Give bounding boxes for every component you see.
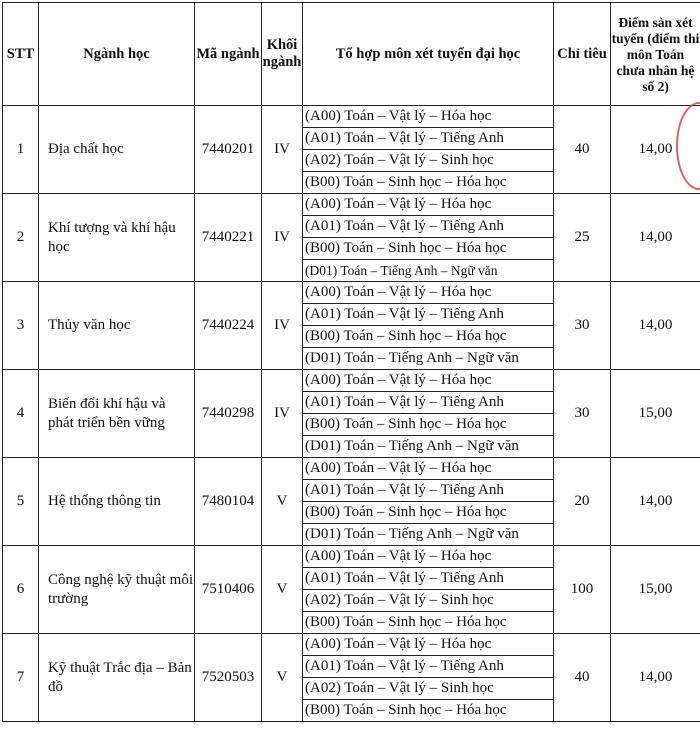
score-value: 15,00 [611, 370, 700, 458]
row-stt: 6 [3, 546, 39, 634]
subject-combo: (A01) Toán – Vật lý – Tiếng Anh [303, 656, 554, 678]
major-name: Công nghệ kỹ thuật môi trường [39, 546, 195, 634]
quota-value: 25 [554, 194, 611, 282]
quota-value: 40 [554, 634, 611, 722]
subject-combo: (B00) Toán – Sinh học – Hóa học [303, 612, 554, 634]
subject-combo: (B00) Toán – Sinh học – Hóa học [303, 502, 554, 524]
table-row [3, 458, 700, 480]
quota-value: 100 [554, 546, 611, 634]
major-name: Hệ thống thông tin [39, 458, 195, 546]
header-score: Điểm sàn xét tuyển (điểm thi môn Toán chưa nhân hệ số 2) [611, 3, 700, 106]
major-block: V [262, 458, 303, 546]
table-row [3, 282, 700, 304]
major-code: 7440298 [195, 370, 262, 458]
major-code: 7440221 [195, 194, 262, 282]
row-stt: 3 [3, 282, 39, 370]
subject-combo: (A00) Toán – Vật lý – Hóa học [303, 194, 554, 216]
header-block: Khối ngành [262, 3, 303, 106]
row-stt: 5 [3, 458, 39, 546]
major-block: IV [262, 282, 303, 370]
major-name: Thủy văn học [39, 282, 195, 370]
subject-combo: (A01) Toán – Vật lý – Tiếng Anh [303, 568, 554, 590]
major-name: Khí tượng và khí hậu học [39, 194, 195, 282]
subject-combo: (A02) Toán – Vật lý – Sinh học [303, 590, 554, 612]
major-block: IV [262, 194, 303, 282]
quota-value: 20 [554, 458, 611, 546]
major-block: IV [262, 370, 303, 458]
score-value: 14,00 [611, 194, 700, 282]
header-combos: Tổ hợp môn xét tuyển đại học [303, 3, 554, 106]
score-value: 14,00 [611, 282, 700, 370]
major-code: 7440201 [195, 106, 262, 194]
subject-combo: (A01) Toán – Vật lý – Tiếng Anh [303, 480, 554, 502]
subject-combo: (A00) Toán – Vật lý – Hóa học [303, 106, 554, 128]
row-stt: 1 [3, 106, 39, 194]
major-code: 7510406 [195, 546, 262, 634]
score-value: 14,00 [611, 106, 700, 194]
subject-combo: (B00) Toán – Sinh học – Hóa học [303, 326, 554, 348]
subject-combo: (A01) Toán – Vật lý – Tiếng Anh [303, 304, 554, 326]
subject-combo: (D01) Toán – Tiếng Anh – Ngữ văn [303, 260, 554, 282]
quota-value: 30 [554, 282, 611, 370]
major-name: Kỹ thuật Trắc địa – Bản đồ [39, 634, 195, 722]
subject-combo: (B00) Toán – Sinh học – Hóa học [303, 238, 554, 260]
subject-combo: (A00) Toán – Vật lý – Hóa học [303, 634, 554, 656]
subject-combo: (A01) Toán – Vật lý – Tiếng Anh [303, 216, 554, 238]
major-code: 7520503 [195, 634, 262, 722]
quota-value: 30 [554, 370, 611, 458]
subject-combo: (A00) Toán – Vật lý – Hóa học [303, 370, 554, 392]
major-code: 7440224 [195, 282, 262, 370]
subject-combo: (A02) Toán – Vật lý – Sinh học [303, 150, 554, 172]
subject-combo: (A00) Toán – Vật lý – Hóa học [303, 458, 554, 480]
row-stt: 2 [3, 194, 39, 282]
major-block: IV [262, 106, 303, 194]
subject-combo: (A01) Toán – Vật lý – Tiếng Anh [303, 128, 554, 150]
subject-combo: (D01) Toán – Tiếng Anh – Ngữ văn [303, 436, 554, 458]
subject-combo: (A02) Toán – Vật lý – Sinh học [303, 678, 554, 700]
major-block: V [262, 634, 303, 722]
header-stt: STT [3, 3, 39, 106]
row-stt: 7 [3, 634, 39, 722]
subject-combo: (B00) Toán – Sinh học – Hóa học [303, 700, 554, 722]
subject-combo: (B00) Toán – Sinh học – Hóa học [303, 172, 554, 194]
score-value: 14,00 [611, 634, 700, 722]
row-stt: 4 [3, 370, 39, 458]
table-body [3, 106, 700, 722]
admission-table [2, 2, 700, 722]
major-block: V [262, 546, 303, 634]
header-code: Mã ngành [195, 3, 262, 106]
subject-combo: (A00) Toán – Vật lý – Hóa học [303, 282, 554, 304]
score-value: 14,00 [611, 458, 700, 546]
quota-value: 40 [554, 106, 611, 194]
subject-combo: (D01) Toán – Tiếng Anh – Ngữ văn [303, 348, 554, 370]
table-row [3, 106, 700, 128]
subject-combo: (D01) Toán – Tiếng Anh – Ngữ văn [303, 524, 554, 546]
subject-combo: (A01) Toán – Vật lý – Tiếng Anh [303, 392, 554, 414]
major-name: Địa chất học [39, 106, 195, 194]
major-code: 7480104 [195, 458, 262, 546]
table-row [3, 546, 700, 568]
subject-combo: (B00) Toán – Sinh học – Hóa học [303, 414, 554, 436]
table-row [3, 634, 700, 656]
score-value: 15,00 [611, 546, 700, 634]
subject-combo: (A00) Toán – Vật lý – Hóa học [303, 546, 554, 568]
table-row [3, 194, 700, 216]
header-major: Ngành học [39, 3, 195, 106]
major-name: Biến đổi khí hậu và phát triển bền vững [39, 370, 195, 458]
header-row [3, 3, 700, 106]
table-row [3, 370, 700, 392]
header-quota: Chỉ tiêu [554, 3, 611, 106]
